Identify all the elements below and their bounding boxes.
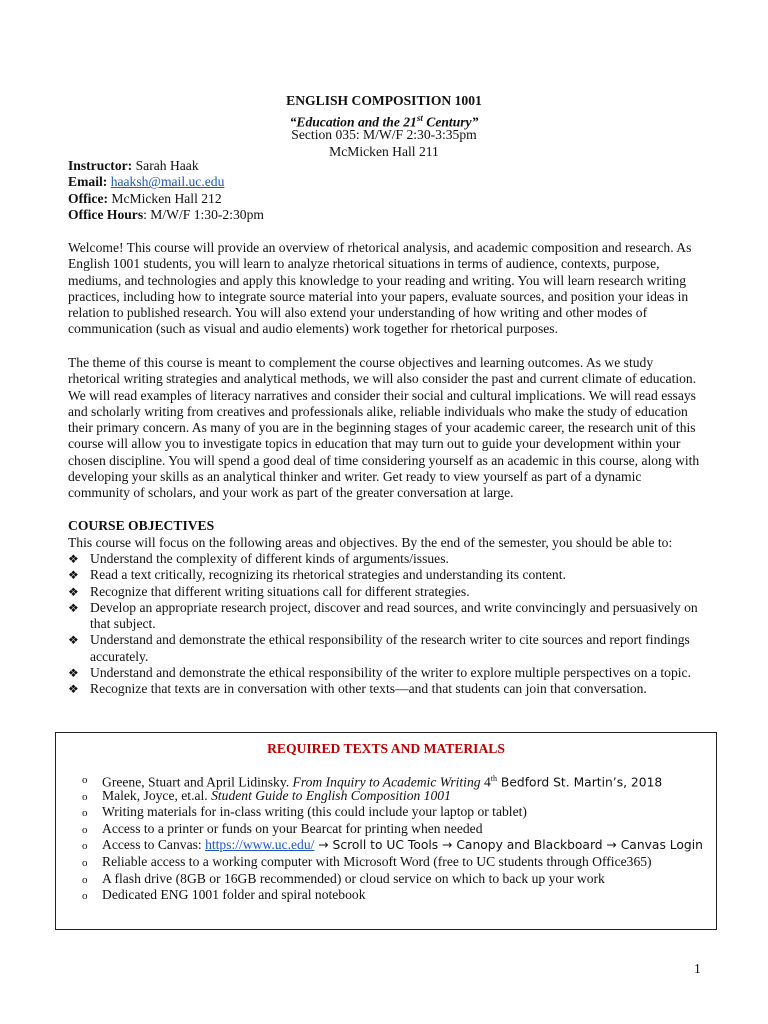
instructor-info bbox=[68, 158, 264, 224]
instructor-row: Instructor: Sarah Haak bbox=[68, 158, 199, 173]
circle-bullet-icon: o bbox=[82, 823, 88, 836]
objective-item: ❖ Recognize that different writing situations call for different strategies. bbox=[68, 583, 470, 599]
material-item: o Reliable access to a working computer with Microsoft Word (free to UC students through Office365) bbox=[82, 854, 712, 871]
course-section: Section 035: M/W/F 2:30-3:35pm bbox=[291, 127, 477, 142]
objective-item: ❖ Read a text critically, recognizing its rhetorical strategies and understanding its content. bbox=[68, 567, 566, 583]
required-materials-box bbox=[55, 732, 717, 930]
materials-list bbox=[82, 771, 712, 904]
diamond-bullet-icon: ❖ bbox=[68, 600, 79, 615]
canvas-link[interactable]: https://www.uc.edu/ bbox=[205, 837, 315, 853]
email-link[interactable]: haaksh@mail.uc.edu bbox=[110, 174, 225, 190]
circle-bullet-icon: o bbox=[82, 890, 88, 903]
material-item: o Access to a printer or funds on your Bearcat for printing when needed bbox=[82, 821, 712, 838]
page-number: 1 bbox=[694, 961, 701, 976]
diamond-bullet-icon: ❖ bbox=[68, 682, 79, 697]
diamond-bullet-icon: ❖ bbox=[68, 666, 79, 681]
objective-item: ❖ Understand the complexity of different kinds of arguments/issues. bbox=[68, 551, 449, 566]
course-header bbox=[0, 93, 768, 161]
circle-bullet-icon: o bbox=[82, 790, 88, 803]
diamond-bullet-icon: ❖ bbox=[68, 584, 79, 599]
welcome-paragraph: Welcome! This course will provide an overview of rhetorical analysis, and academic composition and research. As English 1001 students, you will learn to analyze rhetorical situations in terms of audience, contexts, purpose, mediums, and technologies and apply this knowledge to your reading and writing. You will learn research writing practices, including how to integrate source material into your papers, evaluate sources, and position your ideas in relation to published research. You will also extend your understanding of how writing and other modes of communication (such as visual and audio elements) work together for rhetorical purposes. bbox=[68, 240, 692, 337]
circle-bullet-icon: o bbox=[82, 774, 88, 786]
objectives-list bbox=[68, 551, 708, 698]
circle-bullet-icon: o bbox=[82, 807, 88, 820]
office-hours-row: Office Hours: M/W/F 1:30-2:30pm bbox=[68, 207, 264, 223]
objective-item: ❖ Develop an appropriate research project, discover and read sources, and write convincingly and persuasively on that subject. bbox=[68, 599, 698, 632]
course-theme: “Education and the 21st Century” bbox=[289, 113, 479, 130]
objective-item: ❖ Understand and demonstrate the ethical responsibility of the writer to explore multiple perspectives on a topic. bbox=[68, 665, 691, 681]
material-item: o Access to Canvas: https://www.uc.edu/ → Scroll to UC Tools → Canopy and Blackboard → Canvas Login bbox=[82, 837, 712, 854]
material-item: o Dedicated ENG 1001 folder and spiral notebook bbox=[82, 887, 712, 904]
material-item: o Writing materials for in-class writing (this could include your laptop or tablet) bbox=[82, 804, 712, 821]
circle-bullet-icon: o bbox=[82, 856, 88, 869]
materials-heading: REQUIRED TEXTS AND MATERIALS bbox=[267, 741, 505, 756]
diamond-bullet-icon: ❖ bbox=[68, 633, 79, 648]
course-location: McMicken Hall 211 bbox=[329, 144, 439, 159]
theme-paragraph: The theme of this course is meant to complement the course objectives and learning outcomes. As we study rhetorical writing strategies and analytical methods, we will also consider the past and current climate of education. We will read examples of literacy narratives and consider their social and cultural implications. We will read essays and scholarly writing from creatives and professionals alike, reliable individuals who make the study of education their primary concern. As many of you are in the beginning stages of your academic career, the research unit of this course will allow you to investigate topics in education that may turn out to guide your development within your chosen discipline. You will spend a good deal of time considering yourself as an academic in this course, along with developing your skills as an analytical thinker and writer. Get ready to view yourself as part of a dynamic community of scholars, and your work as part of the greater conversation at large. bbox=[68, 355, 700, 501]
objective-item: ❖ Recognize that texts are in conversation with other texts—and that students can join that conversation. bbox=[68, 681, 647, 697]
circle-bullet-icon: o bbox=[82, 873, 88, 886]
course-title: ENGLISH COMPOSITION 1001 bbox=[286, 93, 482, 108]
material-item: o Greene, Stuart and April Lidinsky. From Inquiry to Academic Writing 4th Bedford St. Martin’s, 2018 bbox=[82, 774, 663, 790]
diamond-bullet-icon: ❖ bbox=[68, 568, 79, 583]
circle-bullet-icon: o bbox=[82, 840, 88, 853]
objective-item: ❖ Understand and demonstrate the ethical responsibility of the research writer to cite sources and report findings accurately. bbox=[68, 632, 690, 664]
material-item: o Malek, Joyce, et.al. Student Guide to English Composition 1001 bbox=[82, 788, 712, 805]
diamond-bullet-icon: ❖ bbox=[68, 552, 79, 566]
objectives-intro: This course will focus on the following areas and objectives. By the end of the semester, you should be able to: bbox=[68, 535, 673, 550]
material-item: o A flash drive (8GB or 16GB recommended) or cloud service on which to back up your work bbox=[82, 871, 712, 888]
email-row: Email: haaksh@mail.uc.edu bbox=[68, 174, 225, 190]
objectives-heading: COURSE OBJECTIVES bbox=[68, 518, 215, 533]
office-row: Office: McMicken Hall 212 bbox=[68, 190, 222, 206]
